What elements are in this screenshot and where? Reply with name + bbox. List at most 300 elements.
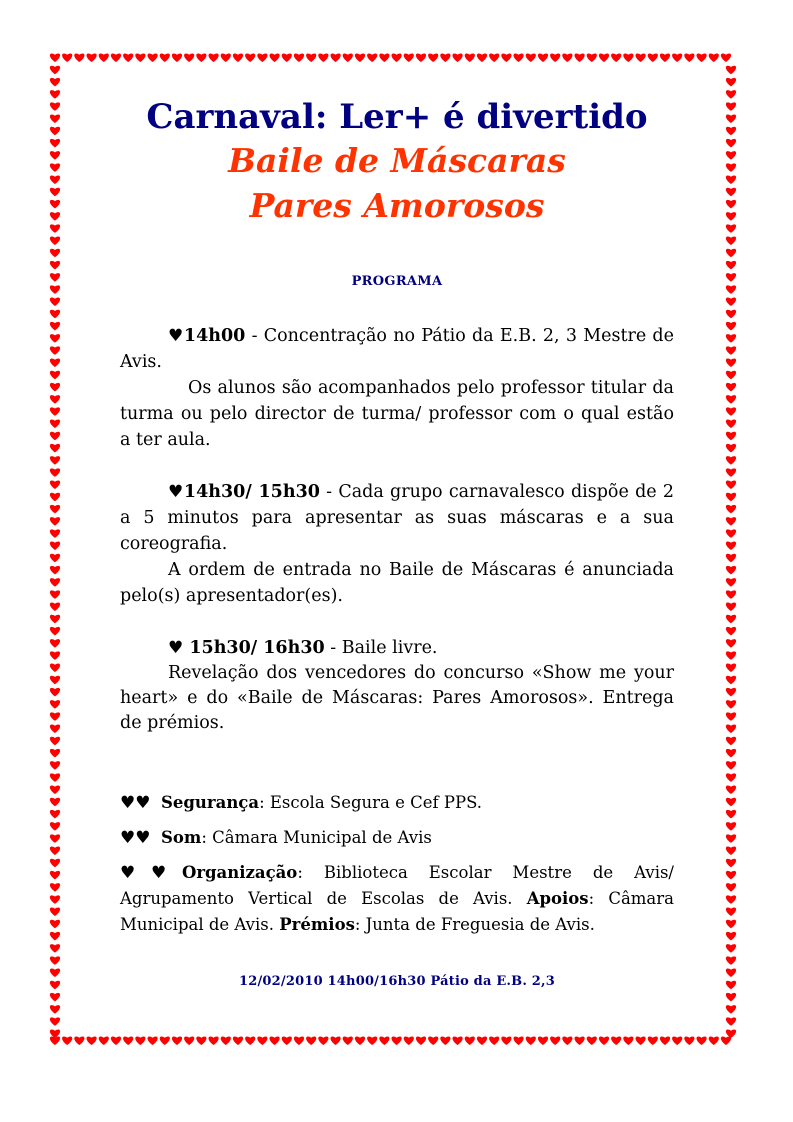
apoios-label: Apoios <box>526 889 589 908</box>
border-heart-icon <box>123 54 133 62</box>
border-heart-icon <box>50 481 60 489</box>
border-heart-icon <box>50 847 60 855</box>
section1-text2: Os alunos são acompanhados pelo professor titular da turma ou pelo director de turma/ professor com o qual estão a ter aula. <box>120 378 674 450</box>
border-heart-icon <box>50 273 60 281</box>
heart-icon: ♥ <box>168 326 184 346</box>
border-heart-icon <box>709 54 719 62</box>
border-heart-icon <box>330 54 340 62</box>
border-heart-icon <box>726 773 736 781</box>
border-heart-icon <box>726 66 736 74</box>
border-heart-icon <box>726 895 736 903</box>
border-heart-icon <box>726 115 736 123</box>
border-heart-icon <box>50 1005 60 1013</box>
border-heart-icon <box>50 773 60 781</box>
programa-heading: PROGRAMA <box>351 274 443 289</box>
border-heart-icon <box>147 1037 157 1045</box>
premios-label: Prémios <box>279 915 355 934</box>
border-heart-icon <box>726 456 736 464</box>
subtitle-baile: Baile de Máscaras <box>228 141 566 180</box>
border-heart-icon <box>726 725 736 733</box>
border-heart-icon <box>416 54 426 62</box>
border-heart-icon <box>62 1037 72 1045</box>
border-heart-icon <box>726 176 736 184</box>
border-heart-icon <box>50 908 60 916</box>
border-heart-icon <box>257 1037 267 1045</box>
document-body <box>120 96 674 989</box>
border-heart-icon <box>726 359 736 367</box>
border-heart-icon <box>196 1037 206 1045</box>
border-heart-icon <box>50 322 60 330</box>
border-heart-icon <box>660 54 670 62</box>
border-heart-icon <box>184 54 194 62</box>
border-heart-icon <box>50 493 60 501</box>
border-heart-icon <box>86 1037 96 1045</box>
border-heart-icon <box>184 1037 194 1045</box>
border-heart-icon <box>726 956 736 964</box>
border-heart-icon <box>245 54 255 62</box>
border-heart-icon <box>50 444 60 452</box>
border-heart-icon <box>428 1037 438 1045</box>
border-heart-icon <box>367 1037 377 1045</box>
border-heart-icon <box>50 212 60 220</box>
border-heart-icon <box>50 664 60 672</box>
border-heart-icon <box>355 1037 365 1045</box>
heart-icon: ♥ <box>168 638 184 658</box>
border-heart-icon <box>99 1037 109 1045</box>
border-heart-icon <box>50 542 60 550</box>
border-heart-icon <box>50 517 60 525</box>
border-heart-icon <box>726 383 736 391</box>
border-heart-icon <box>50 639 60 647</box>
border-heart-icon <box>611 54 621 62</box>
border-heart-icon <box>726 639 736 647</box>
border-heart-icon <box>726 676 736 684</box>
border-heart-icon <box>74 54 84 62</box>
border-heart-icon <box>726 151 736 159</box>
border-heart-icon <box>86 54 96 62</box>
border-heart-icon <box>50 420 60 428</box>
border-heart-icon <box>726 554 736 562</box>
border-heart-icon <box>726 334 736 342</box>
border-heart-icon <box>648 1037 658 1045</box>
border-heart-icon <box>330 1037 340 1045</box>
border-heart-icon <box>50 932 60 940</box>
border-heart-icon <box>50 651 60 659</box>
border-heart-icon <box>726 444 736 452</box>
border-heart-icon <box>440 54 450 62</box>
border-heart-icon <box>50 700 60 708</box>
border-heart-icon <box>726 700 736 708</box>
border-heart-icon <box>50 578 60 586</box>
border-heart-icon <box>50 883 60 891</box>
border-heart-icon <box>726 542 736 550</box>
border-heart-icon <box>282 54 292 62</box>
border-heart-icon <box>726 285 736 293</box>
border-heart-icon <box>726 1030 736 1038</box>
border-heart-icon <box>50 310 60 318</box>
border-heart-icon <box>726 407 736 415</box>
border-heart-icon <box>50 725 60 733</box>
credit-som <box>120 825 674 851</box>
border-heart-icon <box>684 1037 694 1045</box>
border-heart-icon <box>726 993 736 1001</box>
time-14h30: 14h30/ 15h30 <box>183 482 320 502</box>
border-heart-icon <box>660 1037 670 1045</box>
border-heart-icon <box>318 54 328 62</box>
border-heart-icon <box>208 54 218 62</box>
border-heart-icon <box>513 1037 523 1045</box>
border-heart-icon <box>726 322 736 330</box>
border-heart-icon <box>726 688 736 696</box>
border-heart-icon <box>135 54 145 62</box>
border-heart-icon <box>726 273 736 281</box>
border-heart-icon <box>221 54 231 62</box>
som-text: : Câmara Municipal de Avis <box>201 828 432 847</box>
double-heart-icon: ♥♥ <box>120 793 151 813</box>
border-heart-icon <box>562 1037 572 1045</box>
border-heart-icon <box>50 712 60 720</box>
border-heart-icon <box>294 54 304 62</box>
border-heart-icon <box>672 1037 682 1045</box>
border-heart-icon <box>50 359 60 367</box>
border-heart-icon <box>562 54 572 62</box>
border-heart-icon <box>721 54 731 62</box>
border-heart-icon <box>611 1037 621 1045</box>
border-heart-icon <box>726 859 736 867</box>
border-heart-icon <box>709 1037 719 1045</box>
border-heart-icon <box>50 956 60 964</box>
double-heart-icon: ♥♥ <box>120 863 182 883</box>
border-heart-icon <box>294 1037 304 1045</box>
border-heart-icon <box>233 54 243 62</box>
border-heart-icon <box>50 127 60 135</box>
border-heart-icon <box>550 1037 560 1045</box>
border-heart-icon <box>50 334 60 342</box>
border-heart-icon <box>726 200 736 208</box>
border-heart-icon <box>726 224 736 232</box>
border-heart-icon <box>50 371 60 379</box>
premios-text: : Junta de Freguesia de Avis. <box>354 915 595 934</box>
apoios-text: : Câmara Municipal de Avis. <box>120 889 674 934</box>
border-heart-icon <box>50 566 60 574</box>
border-heart-icon <box>123 1037 133 1045</box>
border-heart-icon <box>726 261 736 269</box>
border-heart-icon <box>489 1037 499 1045</box>
border-heart-icon <box>726 237 736 245</box>
border-heart-icon <box>726 468 736 476</box>
border-heart-icon <box>726 786 736 794</box>
border-heart-icon <box>50 346 60 354</box>
border-heart-icon <box>50 505 60 513</box>
border-heart-icon <box>672 54 682 62</box>
credit-seguranca <box>120 790 674 816</box>
time-15h30: 15h30/ 16h30 <box>183 638 325 658</box>
border-heart-icon <box>50 615 60 623</box>
border-heart-icon <box>221 1037 231 1045</box>
border-heart-icon <box>50 969 60 977</box>
border-heart-icon <box>726 505 736 513</box>
border-heart-icon <box>726 1017 736 1025</box>
border-heart-icon <box>135 1037 145 1045</box>
border-heart-icon <box>526 54 536 62</box>
border-heart-icon <box>477 54 487 62</box>
border-heart-icon <box>404 1037 414 1045</box>
border-heart-icon <box>50 688 60 696</box>
border-heart-icon <box>726 395 736 403</box>
border-heart-icon <box>160 1037 170 1045</box>
border-heart-icon <box>726 651 736 659</box>
border-heart-icon <box>367 54 377 62</box>
border-heart-icon <box>50 468 60 476</box>
section1-text: - Concentração no Pátio da E.B. 2, 3 Mestre de Avis. <box>120 326 674 372</box>
border-heart-icon <box>623 54 633 62</box>
border-heart-icon <box>635 54 645 62</box>
border-heart-icon <box>233 1037 243 1045</box>
border-heart-icon <box>465 1037 475 1045</box>
border-heart-icon <box>282 1037 292 1045</box>
border-heart-icon <box>50 115 60 123</box>
border-heart-icon <box>726 310 736 318</box>
section-14h00 <box>120 323 674 453</box>
section-15h30 <box>120 635 674 736</box>
border-heart-icon <box>50 432 60 440</box>
border-heart-icon <box>696 1037 706 1045</box>
border-heart-icon <box>50 1017 60 1025</box>
border-heart-icon <box>428 54 438 62</box>
border-heart-icon <box>50 90 60 98</box>
border-heart-icon <box>74 1037 84 1045</box>
border-heart-icon <box>196 54 206 62</box>
border-heart-icon <box>465 54 475 62</box>
border-heart-icon <box>726 871 736 879</box>
border-heart-icon <box>50 188 60 196</box>
page-title: Carnaval: Ler+ é divertido <box>146 97 648 137</box>
border-heart-icon <box>306 1037 316 1045</box>
border-heart-icon <box>538 54 548 62</box>
border-heart-icon <box>726 603 736 611</box>
border-heart-icon <box>379 54 389 62</box>
border-heart-icon <box>501 1037 511 1045</box>
credits <box>120 790 674 938</box>
border-heart-icon <box>355 54 365 62</box>
border-heart-icon <box>50 920 60 928</box>
border-heart-icon <box>50 676 60 684</box>
border-heart-icon <box>726 481 736 489</box>
section2-text: - Cada grupo carnavalesco dispõe de 2 a 5 minutos para apresentar as suas máscaras e a sua coreografia. <box>120 482 674 554</box>
border-heart-icon <box>726 102 736 110</box>
border-heart-icon <box>726 188 736 196</box>
double-heart-icon: ♥♥ <box>120 828 151 848</box>
border-heart-icon <box>726 737 736 745</box>
border-heart-icon <box>726 493 736 501</box>
border-heart-icon <box>635 1037 645 1045</box>
border-heart-icon <box>726 944 736 952</box>
border-heart-icon <box>404 54 414 62</box>
border-heart-icon <box>726 346 736 354</box>
border-heart-icon <box>50 151 60 159</box>
border-heart-icon <box>726 834 736 842</box>
border-heart-icon <box>50 944 60 952</box>
border-heart-icon <box>50 407 60 415</box>
border-heart-icon <box>50 554 60 562</box>
border-heart-icon <box>50 590 60 598</box>
border-heart-icon <box>726 212 736 220</box>
border-heart-icon <box>50 737 60 745</box>
border-heart-icon <box>50 54 60 62</box>
border-heart-icon <box>726 139 736 147</box>
border-heart-icon <box>50 529 60 537</box>
section2-text2: A ordem de entrada no Baile de Máscaras é anunciada pelo(s) apresentador(es). <box>120 560 674 606</box>
border-heart-icon <box>726 78 736 86</box>
border-heart-icon <box>726 590 736 598</box>
section-14h30 <box>120 479 674 609</box>
border-heart-icon <box>50 834 60 842</box>
border-heart-icon <box>726 847 736 855</box>
border-heart-icon <box>726 920 736 928</box>
subtitle-pares: Pares Amorosos <box>249 186 545 225</box>
seguranca-label: Segurança <box>160 793 260 812</box>
border-heart-icon <box>172 1037 182 1045</box>
border-heart-icon <box>50 261 60 269</box>
border-heart-icon <box>726 908 736 916</box>
border-heart-icon <box>726 249 736 257</box>
border-heart-icon <box>62 54 72 62</box>
border-heart-icon <box>50 285 60 293</box>
border-heart-icon <box>726 90 736 98</box>
border-heart-icon <box>623 1037 633 1045</box>
border-heart-icon <box>50 749 60 757</box>
border-heart-icon <box>50 993 60 1001</box>
border-heart-icon <box>513 54 523 62</box>
time-14h00: 14h00 <box>183 326 246 346</box>
border-heart-icon <box>257 54 267 62</box>
border-heart-icon <box>726 664 736 672</box>
border-heart-icon <box>50 895 60 903</box>
border-heart-icon <box>726 578 736 586</box>
border-heart-icon <box>726 529 736 537</box>
border-heart-icon <box>726 761 736 769</box>
border-heart-icon <box>538 1037 548 1045</box>
border-heart-icon <box>726 969 736 977</box>
border-heart-icon <box>726 627 736 635</box>
heart-icon: ♥ <box>168 482 184 502</box>
border-heart-icon <box>50 224 60 232</box>
border-heart-icon <box>726 932 736 940</box>
border-heart-icon <box>50 139 60 147</box>
border-heart-icon <box>50 822 60 830</box>
border-heart-icon <box>50 102 60 110</box>
border-heart-icon <box>50 163 60 171</box>
border-heart-icon <box>269 1037 279 1045</box>
border-heart-icon <box>726 298 736 306</box>
border-heart-icon <box>574 54 584 62</box>
border-heart-icon <box>50 383 60 391</box>
border-heart-icon <box>726 749 736 757</box>
border-heart-icon <box>50 237 60 245</box>
border-heart-icon <box>416 1037 426 1045</box>
border-heart-icon <box>696 54 706 62</box>
border-heart-icon <box>50 249 60 257</box>
border-heart-icon <box>477 1037 487 1045</box>
border-heart-icon <box>726 420 736 428</box>
border-heart-icon <box>726 1005 736 1013</box>
border-heart-icon <box>726 566 736 574</box>
border-heart-icon <box>50 871 60 879</box>
border-heart-icon <box>726 127 736 135</box>
border-heart-icon <box>726 883 736 891</box>
border-heart-icon <box>526 1037 536 1045</box>
border-heart-icon <box>50 395 60 403</box>
border-heart-icon <box>489 54 499 62</box>
border-heart-icon <box>726 712 736 720</box>
border-heart-icon <box>343 1037 353 1045</box>
border-heart-icon <box>726 432 736 440</box>
border-heart-icon <box>50 627 60 635</box>
border-heart-icon <box>726 810 736 818</box>
border-heart-icon <box>160 54 170 62</box>
border-heart-icon <box>306 54 316 62</box>
border-heart-icon <box>50 761 60 769</box>
border-heart-icon <box>440 1037 450 1045</box>
border-heart-icon <box>111 54 121 62</box>
border-heart-icon <box>50 810 60 818</box>
border-heart-icon <box>379 1037 389 1045</box>
border-heart-icon <box>721 1037 731 1045</box>
section3-text2: Revelação dos vencedores do concurso «Show me your heart» e do «Baile de Máscaras: Pares Amorosos». Entrega de prémios. <box>120 663 674 733</box>
border-heart-icon <box>726 981 736 989</box>
border-heart-icon <box>50 786 60 794</box>
border-heart-icon <box>50 603 60 611</box>
border-heart-icon <box>726 798 736 806</box>
section3-text: - Baile livre. <box>324 638 438 658</box>
border-heart-icon <box>343 54 353 62</box>
organizacao-text: : Biblioteca Escolar Mestre de Avis/ Agrupamento Vertical de Escolas de Avis. <box>120 863 674 908</box>
border-heart-icon <box>50 176 60 184</box>
border-heart-icon <box>391 54 401 62</box>
border-heart-icon <box>172 54 182 62</box>
border-heart-icon <box>50 200 60 208</box>
border-heart-icon <box>726 371 736 379</box>
border-heart-icon <box>50 456 60 464</box>
border-heart-icon <box>587 54 597 62</box>
som-label: Som <box>160 828 202 847</box>
seguranca-text: : Escola Segura e Cef PPS. <box>259 793 483 812</box>
border-heart-icon <box>587 1037 597 1045</box>
border-heart-icon <box>648 54 658 62</box>
border-heart-icon <box>111 1037 121 1045</box>
border-heart-icon <box>726 615 736 623</box>
border-heart-icon <box>208 1037 218 1045</box>
border-heart-icon <box>501 54 511 62</box>
border-heart-icon <box>50 298 60 306</box>
organizacao-label: Organização <box>181 863 298 882</box>
border-heart-icon <box>550 54 560 62</box>
border-heart-icon <box>684 54 694 62</box>
border-heart-icon <box>726 822 736 830</box>
border-heart-icon <box>574 1037 584 1045</box>
border-heart-icon <box>599 1037 609 1045</box>
border-heart-icon <box>147 54 157 62</box>
credit-organizacao <box>120 860 674 938</box>
border-heart-icon <box>50 78 60 86</box>
border-heart-icon <box>50 66 60 74</box>
border-heart-icon <box>452 54 462 62</box>
border-heart-icon <box>452 1037 462 1045</box>
border-heart-icon <box>269 54 279 62</box>
border-heart-icon <box>50 859 60 867</box>
border-heart-icon <box>245 1037 255 1045</box>
event-footer: 12/02/2010 14h00/16h30 Pátio da E.B. 2,3 <box>238 974 556 989</box>
